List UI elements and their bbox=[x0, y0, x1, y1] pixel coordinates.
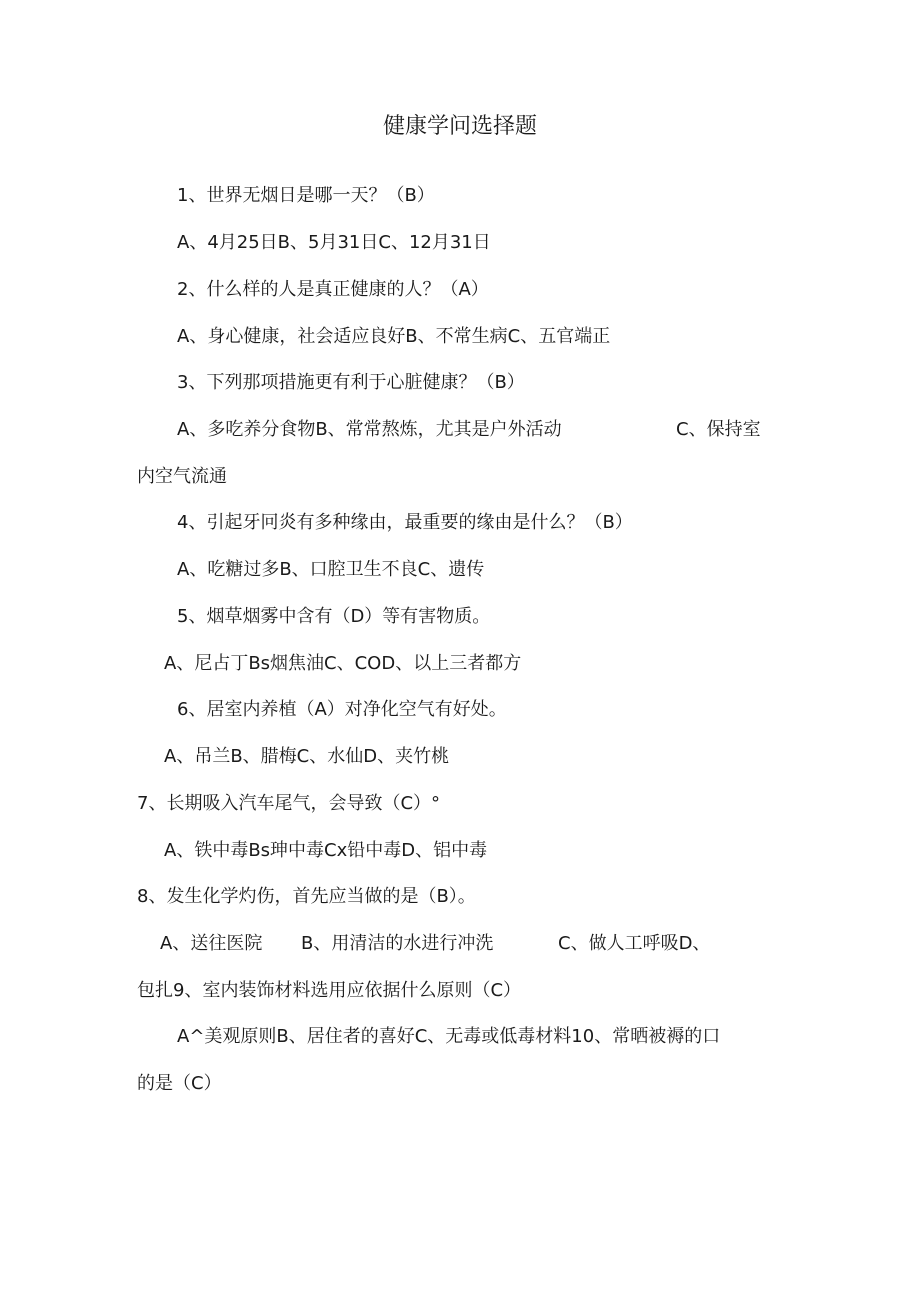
question-4-options: A、吃糖过多B、口腔卫生不良C、遗传 bbox=[177, 559, 485, 580]
question-10-continuation: 的是（C） bbox=[137, 1073, 222, 1094]
question-7-options: A、铁中毒Bs珅中毒Cx铅中毒D、铝中毒 bbox=[164, 840, 488, 861]
question-3-options-part3: 内空气流通 bbox=[137, 466, 227, 487]
question-3-options-part1: A、多吃养分食物B、常常熬炼，尤其是户外活动 bbox=[177, 419, 562, 440]
question-1: 1、世界无烟日是哪一天？（B） bbox=[177, 185, 435, 206]
question-6: 6、居室内养植（A）对净化空气有好处。 bbox=[177, 699, 507, 720]
question-4: 4、引起牙冋炎有多种缘由，最重要的缘由是什么？（B） bbox=[177, 512, 633, 533]
question-6-options: A、吊兰B、腊梅C、水仙D、夹竹桃 bbox=[164, 746, 450, 767]
question-9: 包扎9、室内装饰材料选用应依据什么原则（C） bbox=[137, 980, 522, 1001]
question-1-options: A、4月25日B、5月31日C、12月31日 bbox=[177, 232, 491, 253]
question-3: 3、下列那项措施更有利于心脏健康？（B） bbox=[177, 372, 525, 393]
question-7: 7、长期吸入汽车尾气，会导致（C）° bbox=[137, 793, 441, 814]
question-2-options: A、身心健康，社会适应良好B、不常生病C、五官端正 bbox=[177, 326, 611, 347]
question-8-option-a: A、送往医院 bbox=[160, 933, 263, 954]
question-2: 2、什么样的人是真正健康的人？（A） bbox=[177, 279, 489, 300]
document-title: 健康学问选择题 bbox=[382, 114, 537, 139]
question-3-options-part2: C、保持室 bbox=[676, 419, 761, 440]
question-9-options: A^美观原则B、居住者的喜好C、无毒或低毒材料10、常晒被褥的口 bbox=[177, 1026, 721, 1047]
question-8-option-c: C、做人工呼吸D、 bbox=[558, 933, 711, 954]
question-8: 8、发生化学灼伤，首先应当做的是（B）。 bbox=[137, 886, 476, 907]
question-5: 5、烟草烟雾中含有（D）等有害物质。 bbox=[177, 606, 491, 627]
question-8-option-b: B、用清洁的水进行冲洗 bbox=[301, 933, 494, 954]
question-5-options: A、尼占丁Bs烟焦油C、COD、以上三者都方 bbox=[164, 653, 522, 674]
